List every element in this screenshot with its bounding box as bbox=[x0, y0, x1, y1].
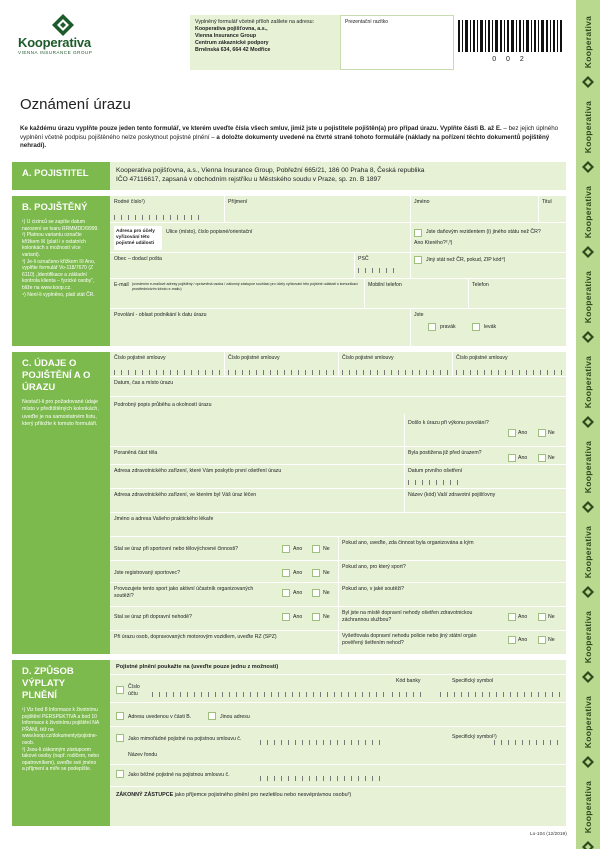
account-checkbox[interactable] bbox=[116, 686, 124, 694]
traffic-no-checkbox[interactable] bbox=[312, 613, 320, 621]
at-work-label: Došlo k úrazu při výkonu povolání? bbox=[408, 420, 489, 426]
mobile-label: Mobilní telefon bbox=[368, 282, 402, 288]
regular-premium-policy-input[interactable] bbox=[260, 776, 386, 781]
sport-activity-label: Stal se úraz při sportovní nebo tělovýchovné činnosti? bbox=[114, 546, 238, 552]
police-yes-checkbox[interactable] bbox=[508, 636, 516, 644]
address-purpose-label: Adresa pro účely vyřizování této pojistné události bbox=[116, 229, 155, 246]
strip-unit bbox=[576, 595, 600, 679]
section-a-title: A. POJISTITEL bbox=[22, 168, 89, 179]
first-treatment-date-input[interactable] bbox=[408, 480, 464, 485]
traffic-yes-checkbox[interactable] bbox=[282, 613, 290, 621]
intro-part2: – bez jejich úplného vyplnění včetně podpisu pojištěného nelze poskytnout pojistné plnění – bbox=[20, 125, 559, 141]
policy-number-input-3[interactable] bbox=[342, 370, 448, 375]
section-a-insurer bbox=[110, 162, 566, 190]
traffic-accident-label: Stal se úraz při dopravní nehodě? bbox=[114, 614, 192, 620]
first-treatment-facility-label: Adresa zdravotnického zařízení, které Vám poskytlo první ošetření úrazu bbox=[114, 468, 282, 474]
sport-activity-no-label: Ne bbox=[323, 546, 330, 552]
treatment-facility-label: Adresa zdravotnického zařízení, ve kterém byl Váš úraz léčen bbox=[114, 492, 257, 498]
section-b-label bbox=[12, 196, 110, 346]
regular-premium-checkbox[interactable] bbox=[116, 770, 124, 778]
zip-input[interactable] bbox=[358, 268, 400, 273]
section-d-form bbox=[110, 660, 566, 826]
kooperativa-logo bbox=[18, 14, 108, 55]
strip-brand: Kooperativa bbox=[583, 15, 593, 69]
mailing-address-box bbox=[190, 15, 340, 70]
legal-rep-text: jako příjemce pojistného plnění pro nezletilou nebo nesvéprávnou osobu²) bbox=[173, 792, 352, 798]
strip-unit bbox=[576, 85, 600, 169]
first-name-label: Jméno bbox=[414, 199, 430, 205]
foreign-country-checkbox[interactable] bbox=[414, 256, 422, 264]
intro-text bbox=[20, 125, 568, 151]
fund-name-label: Název fondu bbox=[128, 752, 158, 758]
section-d-note: ¹) Viz bod 8 Informace k životnímu pojištění PERSPEKTIVA a bod 10 Informace k životnímu pojištění NA PŘÁNÍ, též na www.koop.cz/dokumenty/pojistne-osob. ²) Jsou-li zákonným zástupcem takové osoby (např. rodičem, nebo opatrovníkem), uveďte své jméno a příjmení a míře se podepíšte. bbox=[22, 707, 99, 773]
at-work-no-label: Ne bbox=[548, 430, 555, 436]
strip-unit bbox=[576, 425, 600, 509]
street-label: Ulice (místo), číslo popisné/orientační bbox=[166, 229, 253, 235]
zip-label: PSČ bbox=[358, 256, 369, 262]
birth-number-label: Rodné číslo¹) bbox=[114, 199, 145, 205]
registered-athlete-label: Jste registrovaný sportovec? bbox=[114, 570, 181, 576]
address-b-checkbox[interactable] bbox=[116, 712, 124, 720]
pre-injured-no-checkbox[interactable] bbox=[538, 454, 546, 462]
strip-unit bbox=[576, 255, 600, 339]
strip-brand: Kooperativa bbox=[583, 270, 593, 324]
pre-injured-label: Byla postižena již před úrazem? bbox=[408, 450, 482, 456]
extra-premium-policy-input[interactable] bbox=[260, 740, 386, 745]
brand-sub: VIENNA INSURANCE GROUP bbox=[18, 50, 93, 55]
brand-strip bbox=[576, 0, 600, 849]
city-label: Obec – dodací pošta bbox=[114, 256, 162, 262]
traffic-yes-label: Ano bbox=[293, 614, 303, 620]
strip-unit bbox=[576, 340, 600, 424]
strip-unit bbox=[576, 170, 600, 254]
policy-number-input-2[interactable] bbox=[228, 370, 334, 375]
policy-number-label-1: Číslo pojistné smlouvy bbox=[114, 355, 166, 361]
competitive-no-checkbox[interactable] bbox=[312, 589, 320, 597]
vehicle-rz-label: Při úrazu osob, dopravovaných motorovým vozidlem, uveďte RZ (SPZ) bbox=[114, 634, 277, 640]
sport-activity-yes-checkbox[interactable] bbox=[282, 545, 290, 553]
strip-logo-icon bbox=[582, 841, 594, 849]
ems-yes-label: Ano bbox=[518, 614, 528, 620]
section-b-note: ¹) U cizinců se zapíše datum narození ve tvaru RRMMDD/9999. ²) Platnou variantu označte křížkem ☒ (platí i v ostatních kolonkách s možností více variant). ³) Je-li označeno křížkem ☒ Ano, vyplňte formulář Vo-118/7670 (Z 6110) „Identifikace a základní kontrola klienta – fyzické osoby“, blíže na www.koop.cz. ⁴) Není-li vyplněno, platí stát ČR. bbox=[22, 219, 99, 298]
strip-brand: Kooperativa bbox=[583, 185, 593, 239]
left-handed-label: levák bbox=[484, 324, 497, 330]
barcode-number: 0 0 2 bbox=[492, 56, 528, 63]
email-label: E-mail bbox=[114, 282, 129, 288]
legal-rep-label bbox=[116, 792, 351, 799]
section-c-note: Nestačí-li pro požadované údaje místo v předtištěných kolonkách, uveďte je na samostatném listu, který přiložte k tomuto formuláři. bbox=[22, 399, 99, 428]
pre-injured-yes-label: Ano bbox=[518, 455, 528, 461]
police-investigation-label: Vyšetřovala dopravní nehodu policie nebo jiný státní orgán pověřený šetřením nehod? bbox=[342, 633, 477, 646]
section-d-label bbox=[12, 660, 110, 826]
phone-label: Telefon bbox=[472, 282, 489, 288]
sport-organized-label: Pokud ano, uveďte, zda činnost byla organizována a kým bbox=[342, 540, 474, 546]
strip-unit bbox=[576, 680, 600, 764]
accident-description-label: Podrobný popis průběhu a okolností úrazu bbox=[114, 402, 212, 408]
strip-brand: Kooperativa bbox=[583, 610, 593, 664]
strip-brand: Kooperativa bbox=[583, 525, 593, 579]
strip-brand: Kooperativa bbox=[583, 695, 593, 749]
policy-number-label-3: Číslo pojistné smlouvy bbox=[342, 355, 394, 361]
section-d-title: D. ZPŮSOB VÝPLATY PLNĚNÍ bbox=[22, 666, 74, 701]
competitive-no-label: Ne bbox=[323, 590, 330, 596]
other-address-checkbox[interactable] bbox=[208, 712, 216, 720]
payout-heading: Pojistné plnění poukažte na (uveďte pouze jednu z možností) bbox=[116, 664, 279, 670]
gp-label: Jméno a adresa Vašeho praktického lékaře bbox=[114, 516, 214, 522]
policy-number-label-4: Číslo pojistné smlouvy bbox=[456, 355, 508, 361]
strip-brand: Kooperativa bbox=[583, 100, 593, 154]
strip-unit bbox=[576, 510, 600, 594]
ems-no-checkbox[interactable] bbox=[538, 613, 546, 621]
ems-no-label: Ne bbox=[548, 614, 555, 620]
which-competition-label: Pokud ano, v jaké soutěži? bbox=[342, 586, 405, 592]
registered-no-label: Ne bbox=[323, 570, 330, 576]
first-treatment-date-label: Datum prvního ošetření bbox=[408, 468, 463, 474]
stamp-box bbox=[340, 15, 454, 70]
strip-brand: Kooperativa bbox=[583, 355, 593, 409]
policy-number-input-4[interactable] bbox=[456, 370, 562, 375]
registered-yes-checkbox[interactable] bbox=[282, 569, 290, 577]
strip-unit bbox=[576, 765, 600, 849]
birth-number-input[interactable] bbox=[114, 215, 204, 220]
handedness-label: Jste bbox=[414, 312, 424, 318]
intro-part1: Ke každému úrazu vyplňte pouze jeden tento formulář, ve kterém uveďte čísla všech smluv, jimiž jste u pojistitele pojištěn(a) pro případ úrazu. Vyplňte části B. až E. bbox=[20, 125, 502, 132]
other-address-label: Jinou adresu bbox=[220, 714, 250, 720]
pre-injured-no-label: Ne bbox=[548, 455, 555, 461]
which-sport-label: Pokud ano, pro který sport? bbox=[342, 564, 406, 570]
left-handed-checkbox[interactable] bbox=[472, 323, 480, 331]
address-line3: Centrum zákaznické podpory bbox=[195, 40, 269, 46]
at-work-yes-label: Ano bbox=[518, 430, 528, 436]
email-note: (uvedením e-mailové adresy pojištěný / oprávněná osoba / zákonný zástupce souhlasí pro účely vyřizování této pojistné události s komunikací prostřednictvím tohoto e-mailu) bbox=[132, 282, 358, 291]
form-code: Lo-104 (12/2019) bbox=[530, 832, 567, 837]
strip-unit bbox=[576, 0, 600, 84]
sport-activity-no-checkbox[interactable] bbox=[312, 545, 320, 553]
extra-premium-label: Jako mimořádné pojistné na pojistnou smlouvu č. bbox=[128, 736, 242, 742]
regular-premium-label: Jako běžné pojistné na pojistnou smlouvu č. bbox=[128, 772, 230, 778]
strip-brand: Kooperativa bbox=[583, 440, 593, 494]
insurer-line2: IČO 47116617, zapsaná v obchodním rejstříku u Městského soudu v Praze, sp. zn. B 1897 bbox=[116, 176, 381, 183]
strip-brand: Kooperativa bbox=[583, 780, 593, 834]
police-yes-label: Ano bbox=[518, 637, 528, 643]
tax-resident-which-label: Ano Kterého?²,³) bbox=[414, 240, 453, 246]
section-c-label bbox=[12, 352, 110, 654]
tax-resident-checkbox[interactable] bbox=[414, 229, 422, 237]
policy-number-label-2: Číslo pojistné smlouvy bbox=[228, 355, 280, 361]
brand-name: Kooperativa bbox=[18, 35, 91, 50]
extra-premium-checkbox[interactable] bbox=[116, 734, 124, 742]
insurer-line1: Kooperativa pojišťovna, a.s., Vienna Insurance Group, Pobřežní 665/21, 186 00 Praha 8, Česká republika bbox=[116, 167, 425, 174]
ems-treated-label: Byl jste na místě dopravní nehody ošetřen zdravotnickou záchrannou službou? bbox=[342, 610, 473, 623]
intro-part3: a doložte dokumenty uvedené na čtvrté straně tohoto formuláře (náklady na pořízení těchto dokumentů pojištěný nehradí). bbox=[20, 133, 550, 150]
specific-symbol-label: Specifický symbol bbox=[452, 678, 494, 684]
section-b-title: B. POJIŠTĚNÝ bbox=[22, 202, 88, 213]
surname-label: Příjmení bbox=[228, 199, 248, 205]
registered-yes-label: Ano bbox=[293, 570, 303, 576]
specific-symbol-input[interactable] bbox=[440, 692, 562, 697]
page-title: Oznámení úrazu bbox=[20, 96, 131, 113]
address-line1: Kooperativa pojišťovna, a.s., bbox=[195, 26, 268, 32]
section-a-label bbox=[12, 162, 110, 190]
address-line4: Brněnská 634, 664 42 Modřice bbox=[195, 47, 271, 53]
at-work-yes-checkbox[interactable] bbox=[508, 429, 516, 437]
competitive-yes-label: Ano bbox=[293, 590, 303, 596]
tax-resident-label: Jste daňovým rezidentem (i) jiného státu než ČR? bbox=[426, 229, 541, 235]
health-insurer-label: Název (kód) Vaší zdravotní pojišťovny bbox=[408, 492, 496, 498]
traffic-no-label: Ne bbox=[323, 614, 330, 620]
competitive-label: Provozujete tento sport jako aktivní účastník organizovaných soutěží? bbox=[114, 586, 254, 599]
ems-yes-checkbox[interactable] bbox=[508, 613, 516, 621]
address-b-label: Adresu uvedenou v části B. bbox=[128, 714, 192, 720]
specific-symbol-2-input[interactable] bbox=[494, 740, 562, 745]
registered-no-checkbox[interactable] bbox=[312, 569, 320, 577]
specific-symbol-2-label: Specifický symbol¹) bbox=[452, 734, 497, 740]
foreign-country-label: Jiný stát než ČR, pokud, ZIP kód⁴) bbox=[426, 257, 506, 263]
section-c-title: C. ÚDAJE O POJIŠTĚNÍ A O ÚRAZU bbox=[22, 358, 91, 393]
account-number-label: Číslo účtu bbox=[128, 684, 140, 697]
bank-code-label: Kód banky bbox=[396, 678, 421, 684]
address-line2: Vienna Insurance Group bbox=[195, 33, 257, 39]
barcode-icon bbox=[458, 20, 562, 52]
account-number-input[interactable] bbox=[152, 692, 388, 697]
bank-code-input[interactable] bbox=[392, 692, 422, 697]
accident-date-label: Datum, čas a místo úrazu bbox=[114, 380, 174, 386]
right-handed-checkbox[interactable] bbox=[428, 323, 436, 331]
section-b-form bbox=[110, 196, 566, 346]
legal-rep-bold: ZÁKONNÝ ZÁSTUPCE bbox=[116, 792, 174, 798]
sport-activity-yes-label: Ano bbox=[293, 546, 303, 552]
pre-injured-yes-checkbox[interactable] bbox=[508, 454, 516, 462]
section-c-form bbox=[110, 352, 566, 654]
police-no-checkbox[interactable] bbox=[538, 636, 546, 644]
logo-mark-icon bbox=[52, 14, 74, 36]
police-no-label: Ne bbox=[548, 637, 555, 643]
stamp-label: Prezentační razítko bbox=[345, 19, 389, 25]
address-intro: Vyplněný formulář včetně příloh zašlete na adresu: bbox=[195, 19, 315, 25]
title-label: Titul bbox=[542, 199, 552, 205]
occupation-label: Povolání - oblast podnikání k datu úrazu bbox=[114, 312, 207, 318]
competitive-yes-checkbox[interactable] bbox=[282, 589, 290, 597]
right-handed-label: pravák bbox=[440, 324, 456, 330]
policy-number-input-1[interactable] bbox=[114, 370, 220, 375]
injured-body-part-label: Poraněná část těla bbox=[114, 450, 158, 456]
at-work-no-checkbox[interactable] bbox=[538, 429, 546, 437]
